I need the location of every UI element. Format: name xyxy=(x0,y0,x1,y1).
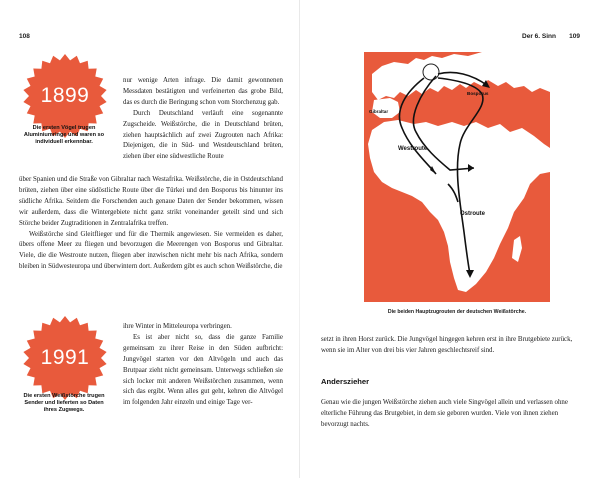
gutter xyxy=(299,0,300,478)
paragraph: über Spanien und die Straße von Gibraltar nach Westafrika. Weißstörche, die in Ostdeutschland brüten, ziehen über eine südöstliche Route über die Türkei und den Bosporus bis hinunter ins südliche Afrika. Seitdem die Forschenden auch genaue Daten der Sender bekommen, wissen wir außerdem, dass die Wintergebiete nicht ganz strikt voneinander geteilt sind und sich Störche beider Zugtraditionen in Zentralafrika treffen. xyxy=(19,176,283,227)
running-head: Der 6. Sinn xyxy=(522,33,556,40)
paragraph: setzt in ihren Horst zurück. Die Jungvögel hingegen kehren erst in ihre Brutgebiete zurück, wenn sie im Alter von drei bis vier Jahren geschlechtsreif sind. xyxy=(321,336,573,354)
map-label-westroute: Westroute xyxy=(398,146,428,152)
page-number-right: 109 xyxy=(569,33,580,40)
paragraph: Weißstörche sind Gleitflieger und für die Thermik angewiesen. Sie vermeiden es daher, übers offene Meer zu fliegen und bevorzugen die Meerengen von Bosporus und Gibraltar. Viele, die die Westroute nutzen, fliegen aber inzwischen nicht mehr bis nach Afrika, sondern bleiben in Südwesteuropa und überwintern dort. Außerdem gibt es auch schon Weißstörche, die xyxy=(19,230,283,271)
map-label-ostroute: Ostroute xyxy=(460,211,486,217)
paragraph: Es ist aber nicht so, dass die ganze Familie gemeinsam zu ihrer Reise in den Süden aufbricht: Jungvögel starten vor den Altvögeln und auch das Brutpaar zieht nicht gemeinsam. Unterwegs schließen sie sich locker mit anderen Weißstörchen zusammen, wenn sich das ergibt. Wenn alles gut geht, kehren die Altvögel im folgenden Jahr einzeln und einige Tage ver- xyxy=(123,333,283,407)
body-text-right-top xyxy=(321,335,583,357)
year-badge-1991 xyxy=(22,315,108,401)
map-label-bosporus: Bosporus xyxy=(467,91,489,96)
mediterranean-sea xyxy=(400,94,504,118)
madagascar-landmass xyxy=(512,236,522,262)
year-badge-text: 1991 xyxy=(40,346,90,369)
body-text-left-top xyxy=(123,76,283,163)
paragraph: ihre Winter in Mitteleuropa verbringen. xyxy=(123,323,232,330)
iberia-landmass xyxy=(372,98,400,118)
map-drawing xyxy=(364,52,550,302)
body-text-left-bottom xyxy=(123,322,283,409)
side-note-1991: Die ersten Weißstörche trugen Sender und lieferten so Daten ihres Zugwegs. xyxy=(23,393,105,414)
paragraph: Durch Deutschland verläuft eine sogenannte Zugscheide. Weißstörche, die in Deutschland brüten, ziehen hauptsächlich auf zwei Zugrouten nach Afrika: Diejenigen, die in Süd- und Westdeutschland brüten, ziehen über eine südwestliche Route xyxy=(123,109,283,161)
map-caption: Die beiden Hauptzugrouten der deutschen Weißstörche. xyxy=(387,309,527,315)
body-text-right-bottom xyxy=(321,398,583,431)
migration-map xyxy=(364,52,550,302)
paragraph: nur wenige Arten infrage. Die damit gewonnenen Messdaten bestätigten und verfeinerten das grobe Bild, das es durch die Beringung schon vom Storchenzug gab. xyxy=(123,77,283,106)
map-label-gibraltar: Gibraltar xyxy=(369,109,389,114)
side-note-1899: Die ersten Vögel trugen Aluminiumringe und waren so individuell erkennbar. xyxy=(23,125,105,146)
body-text-left-middle xyxy=(19,175,283,273)
page-number-left: 108 xyxy=(19,33,30,40)
paragraph: Genau wie die jungen Weißstörche ziehen auch viele Singvögel allein und verlassen ohne elterliche Führung das Brutgebiet, in dem sie geboren wurden. Viele von ihnen ziehen bevorzugt nachts. xyxy=(321,399,568,428)
year-badge-text: 1899 xyxy=(40,84,90,107)
europe-landmass xyxy=(372,52,550,100)
section-heading: Anderszieher xyxy=(321,377,370,386)
germany-start-marker xyxy=(423,64,439,80)
